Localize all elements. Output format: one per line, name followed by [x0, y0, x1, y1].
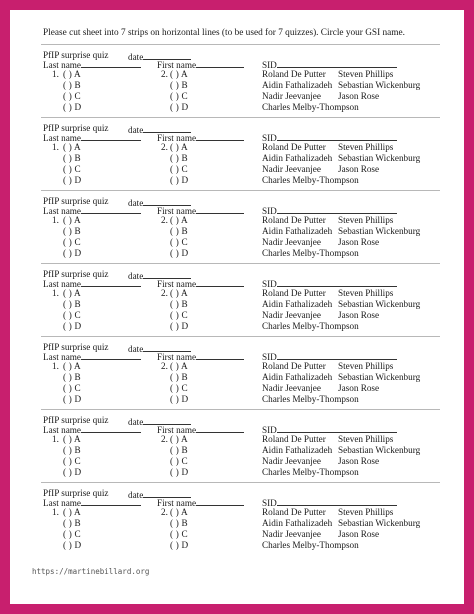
question-1-option[interactable]: ( ) B: [63, 80, 81, 90]
question-1-option[interactable]: ( ) A: [63, 361, 81, 371]
gsi-name[interactable]: Charles Melby-Thompson: [262, 540, 359, 550]
first-name-label: First name: [157, 205, 244, 216]
question-2-option[interactable]: ( ) B: [170, 445, 188, 455]
gsi-name[interactable]: Aidin Fathalizadeh: [262, 445, 333, 455]
first-name-label: First name: [157, 59, 244, 70]
sid-label: SID: [262, 59, 397, 70]
quiz-strip: [10, 44, 464, 117]
first-name-label: First name: [157, 351, 244, 362]
cut-line: [41, 190, 440, 191]
quiz-strip: [10, 117, 464, 190]
cut-line: [41, 44, 440, 45]
gsi-name[interactable]: Nadir Jeevanjee: [262, 91, 321, 101]
question-2-option[interactable]: ( ) D: [170, 394, 189, 404]
gsi-name[interactable]: Sebastian Wickenburg: [338, 153, 421, 163]
gsi-name[interactable]: Nadir Jeevanjee: [262, 383, 321, 393]
question-2-number: 2.: [161, 434, 168, 444]
question-2-option[interactable]: ( ) D: [170, 540, 189, 550]
question-2-option[interactable]: ( ) D: [170, 321, 189, 331]
gsi-name[interactable]: Charles Melby-Thompson: [262, 467, 359, 477]
question-1-option[interactable]: ( ) A: [63, 69, 81, 79]
question-2-option[interactable]: ( ) C: [170, 456, 188, 466]
question-1-option[interactable]: ( ) C: [63, 456, 81, 466]
last-name-label: Last name: [43, 497, 141, 508]
gsi-name[interactable]: Steven Phillips: [338, 507, 394, 517]
cut-line: [41, 482, 440, 483]
quiz-title: PfIP surprise quiz: [43, 50, 109, 60]
question-2-option[interactable]: ( ) C: [170, 164, 188, 174]
question-1-option[interactable]: ( ) D: [63, 540, 82, 550]
first-name-label: First name: [157, 424, 244, 435]
gsi-name[interactable]: Roland De Putter: [262, 215, 326, 225]
question-1-number: 1.: [52, 434, 59, 444]
quiz-title: PfIP surprise quiz: [43, 488, 109, 498]
gsi-name[interactable]: Nadir Jeevanjee: [262, 529, 321, 539]
question-1-option[interactable]: ( ) C: [63, 310, 81, 320]
question-2-option[interactable]: ( ) A: [170, 215, 188, 225]
gsi-name[interactable]: Roland De Putter: [262, 361, 326, 371]
date-label: date: [128, 343, 191, 354]
gsi-name[interactable]: Steven Phillips: [338, 434, 394, 444]
date-label: date: [128, 270, 191, 281]
question-2-option[interactable]: ( ) A: [170, 288, 188, 298]
last-name-label: Last name: [43, 278, 141, 289]
quiz-strip: [10, 482, 464, 555]
gsi-name[interactable]: Jason Rose: [338, 310, 380, 320]
gsi-name[interactable]: Charles Melby-Thompson: [262, 321, 359, 331]
question-2-number: 2.: [161, 361, 168, 371]
gsi-name[interactable]: Sebastian Wickenburg: [338, 518, 421, 528]
footer-url: https://martinebillard.org: [32, 567, 150, 576]
quiz-strip: [10, 409, 464, 482]
question-1-number: 1.: [52, 69, 59, 79]
instructions-text: Please cut sheet into 7 strips on horizontal lines (to be used for 7 quizzes). Circle your GSI name.: [43, 28, 405, 38]
cut-line: [41, 409, 440, 410]
question-2-number: 2.: [161, 69, 168, 79]
question-1-option[interactable]: ( ) A: [63, 507, 81, 517]
question-1-option[interactable]: ( ) B: [63, 153, 81, 163]
date-label: date: [128, 124, 191, 135]
question-1-option[interactable]: ( ) C: [63, 529, 81, 539]
gsi-name[interactable]: Nadir Jeevanjee: [262, 456, 321, 466]
question-2-option[interactable]: ( ) D: [170, 467, 189, 477]
question-2-option[interactable]: ( ) B: [170, 226, 188, 236]
last-name-label: Last name: [43, 132, 141, 143]
quiz-strip: [10, 190, 464, 263]
question-1-option[interactable]: ( ) D: [63, 175, 82, 185]
gsi-name[interactable]: Steven Phillips: [338, 215, 394, 225]
sid-label: SID: [262, 424, 397, 435]
worksheet-page: [10, 10, 464, 604]
question-1-number: 1.: [52, 507, 59, 517]
quiz-title: PfIP surprise quiz: [43, 123, 109, 133]
gsi-name[interactable]: Sebastian Wickenburg: [338, 372, 421, 382]
gsi-name[interactable]: Aidin Fathalizadeh: [262, 518, 333, 528]
cut-line: [41, 263, 440, 264]
question-1-option[interactable]: ( ) A: [63, 142, 81, 152]
question-2-option[interactable]: ( ) D: [170, 248, 189, 258]
question-2-option[interactable]: ( ) D: [170, 102, 189, 112]
quiz-title: PfIP surprise quiz: [43, 196, 109, 206]
gsi-name[interactable]: Steven Phillips: [338, 361, 394, 371]
cut-line: [41, 117, 440, 118]
gsi-name[interactable]: Sebastian Wickenburg: [338, 445, 421, 455]
sid-label: SID: [262, 351, 397, 362]
gsi-name[interactable]: Roland De Putter: [262, 507, 326, 517]
sid-label: SID: [262, 278, 397, 289]
date-label: date: [128, 197, 191, 208]
quiz-title: PfIP surprise quiz: [43, 342, 109, 352]
question-2-number: 2.: [161, 142, 168, 152]
question-1-option[interactable]: ( ) A: [63, 288, 81, 298]
gsi-name[interactable]: Jason Rose: [338, 91, 380, 101]
gsi-name[interactable]: Jason Rose: [338, 383, 380, 393]
question-1-option[interactable]: ( ) B: [63, 518, 81, 528]
question-1-number: 1.: [52, 215, 59, 225]
quiz-strip: [10, 263, 464, 336]
question-2-option[interactable]: ( ) C: [170, 91, 188, 101]
question-2-option[interactable]: ( ) C: [170, 383, 188, 393]
question-2-option[interactable]: ( ) D: [170, 175, 189, 185]
gsi-name[interactable]: Aidin Fathalizadeh: [262, 226, 333, 236]
question-1-option[interactable]: ( ) B: [63, 226, 81, 236]
question-1-option[interactable]: ( ) D: [63, 467, 82, 477]
question-2-option[interactable]: ( ) B: [170, 299, 188, 309]
gsi-name[interactable]: Steven Phillips: [338, 69, 394, 79]
quiz-title: PfIP surprise quiz: [43, 415, 109, 425]
gsi-name[interactable]: Roland De Putter: [262, 142, 326, 152]
gsi-name[interactable]: Charles Melby-Thompson: [262, 102, 359, 112]
date-label: date: [128, 51, 191, 62]
gsi-name[interactable]: Roland De Putter: [262, 288, 326, 298]
gsi-name[interactable]: Jason Rose: [338, 164, 380, 174]
question-1-option[interactable]: ( ) C: [63, 383, 81, 393]
question-2-option[interactable]: ( ) C: [170, 237, 188, 247]
gsi-name[interactable]: Charles Melby-Thompson: [262, 394, 359, 404]
question-2-option[interactable]: ( ) B: [170, 80, 188, 90]
question-1-number: 1.: [52, 361, 59, 371]
question-1-option[interactable]: ( ) C: [63, 237, 81, 247]
question-1-number: 1.: [52, 288, 59, 298]
date-label: date: [128, 489, 191, 500]
question-2-number: 2.: [161, 215, 168, 225]
gsi-name[interactable]: Charles Melby-Thompson: [262, 175, 359, 185]
gsi-name[interactable]: Steven Phillips: [338, 288, 394, 298]
sid-label: SID: [262, 132, 397, 143]
question-1-option[interactable]: ( ) B: [63, 372, 81, 382]
gsi-name[interactable]: Steven Phillips: [338, 142, 394, 152]
question-1-number: 1.: [52, 142, 59, 152]
question-2-number: 2.: [161, 288, 168, 298]
gsi-name[interactable]: Roland De Putter: [262, 434, 326, 444]
last-name-label: Last name: [43, 424, 141, 435]
question-1-option[interactable]: ( ) D: [63, 102, 82, 112]
cut-line: [41, 336, 440, 337]
first-name-label: First name: [157, 132, 244, 143]
question-1-option[interactable]: ( ) A: [63, 215, 81, 225]
question-2-option[interactable]: ( ) C: [170, 529, 188, 539]
quiz-strip: [10, 336, 464, 409]
gsi-name[interactable]: Charles Melby-Thompson: [262, 248, 359, 258]
question-2-option[interactable]: ( ) A: [170, 507, 188, 517]
question-2-option[interactable]: ( ) B: [170, 372, 188, 382]
question-2-option[interactable]: ( ) B: [170, 153, 188, 163]
question-1-option[interactable]: ( ) C: [63, 164, 81, 174]
question-2-option[interactable]: ( ) A: [170, 69, 188, 79]
question-1-option[interactable]: ( ) B: [63, 445, 81, 455]
question-1-option[interactable]: ( ) D: [63, 321, 82, 331]
question-1-option[interactable]: ( ) A: [63, 434, 81, 444]
gsi-name[interactable]: Nadir Jeevanjee: [262, 237, 321, 247]
first-name-label: First name: [157, 278, 244, 289]
question-2-number: 2.: [161, 507, 168, 517]
question-2-option[interactable]: ( ) B: [170, 518, 188, 528]
gsi-name[interactable]: Jason Rose: [338, 529, 380, 539]
last-name-label: Last name: [43, 59, 141, 70]
gsi-name[interactable]: Jason Rose: [338, 237, 380, 247]
question-2-option[interactable]: ( ) C: [170, 310, 188, 320]
sid-label: SID: [262, 205, 397, 216]
gsi-name[interactable]: Sebastian Wickenburg: [338, 226, 421, 236]
quiz-title: PfIP surprise quiz: [43, 269, 109, 279]
gsi-name[interactable]: Sebastian Wickenburg: [338, 80, 421, 90]
question-1-option[interactable]: ( ) C: [63, 91, 81, 101]
gsi-name[interactable]: Aidin Fathalizadeh: [262, 153, 333, 163]
gsi-name[interactable]: Roland De Putter: [262, 69, 326, 79]
gsi-name[interactable]: Aidin Fathalizadeh: [262, 80, 333, 90]
gsi-name[interactable]: Aidin Fathalizadeh: [262, 372, 333, 382]
gsi-name[interactable]: Aidin Fathalizadeh: [262, 299, 333, 309]
last-name-label: Last name: [43, 205, 141, 216]
date-label: date: [128, 416, 191, 427]
first-name-label: First name: [157, 497, 244, 508]
gsi-name[interactable]: Nadir Jeevanjee: [262, 310, 321, 320]
sid-label: SID: [262, 497, 397, 508]
last-name-label: Last name: [43, 351, 141, 362]
question-1-option[interactable]: ( ) D: [63, 394, 82, 404]
gsi-name[interactable]: Sebastian Wickenburg: [338, 299, 421, 309]
question-1-option[interactable]: ( ) D: [63, 248, 82, 258]
question-2-option[interactable]: ( ) A: [170, 361, 188, 371]
question-1-option[interactable]: ( ) B: [63, 299, 81, 309]
gsi-name[interactable]: Nadir Jeevanjee: [262, 164, 321, 174]
question-2-option[interactable]: ( ) A: [170, 142, 188, 152]
question-2-option[interactable]: ( ) A: [170, 434, 188, 444]
gsi-name[interactable]: Jason Rose: [338, 456, 380, 466]
